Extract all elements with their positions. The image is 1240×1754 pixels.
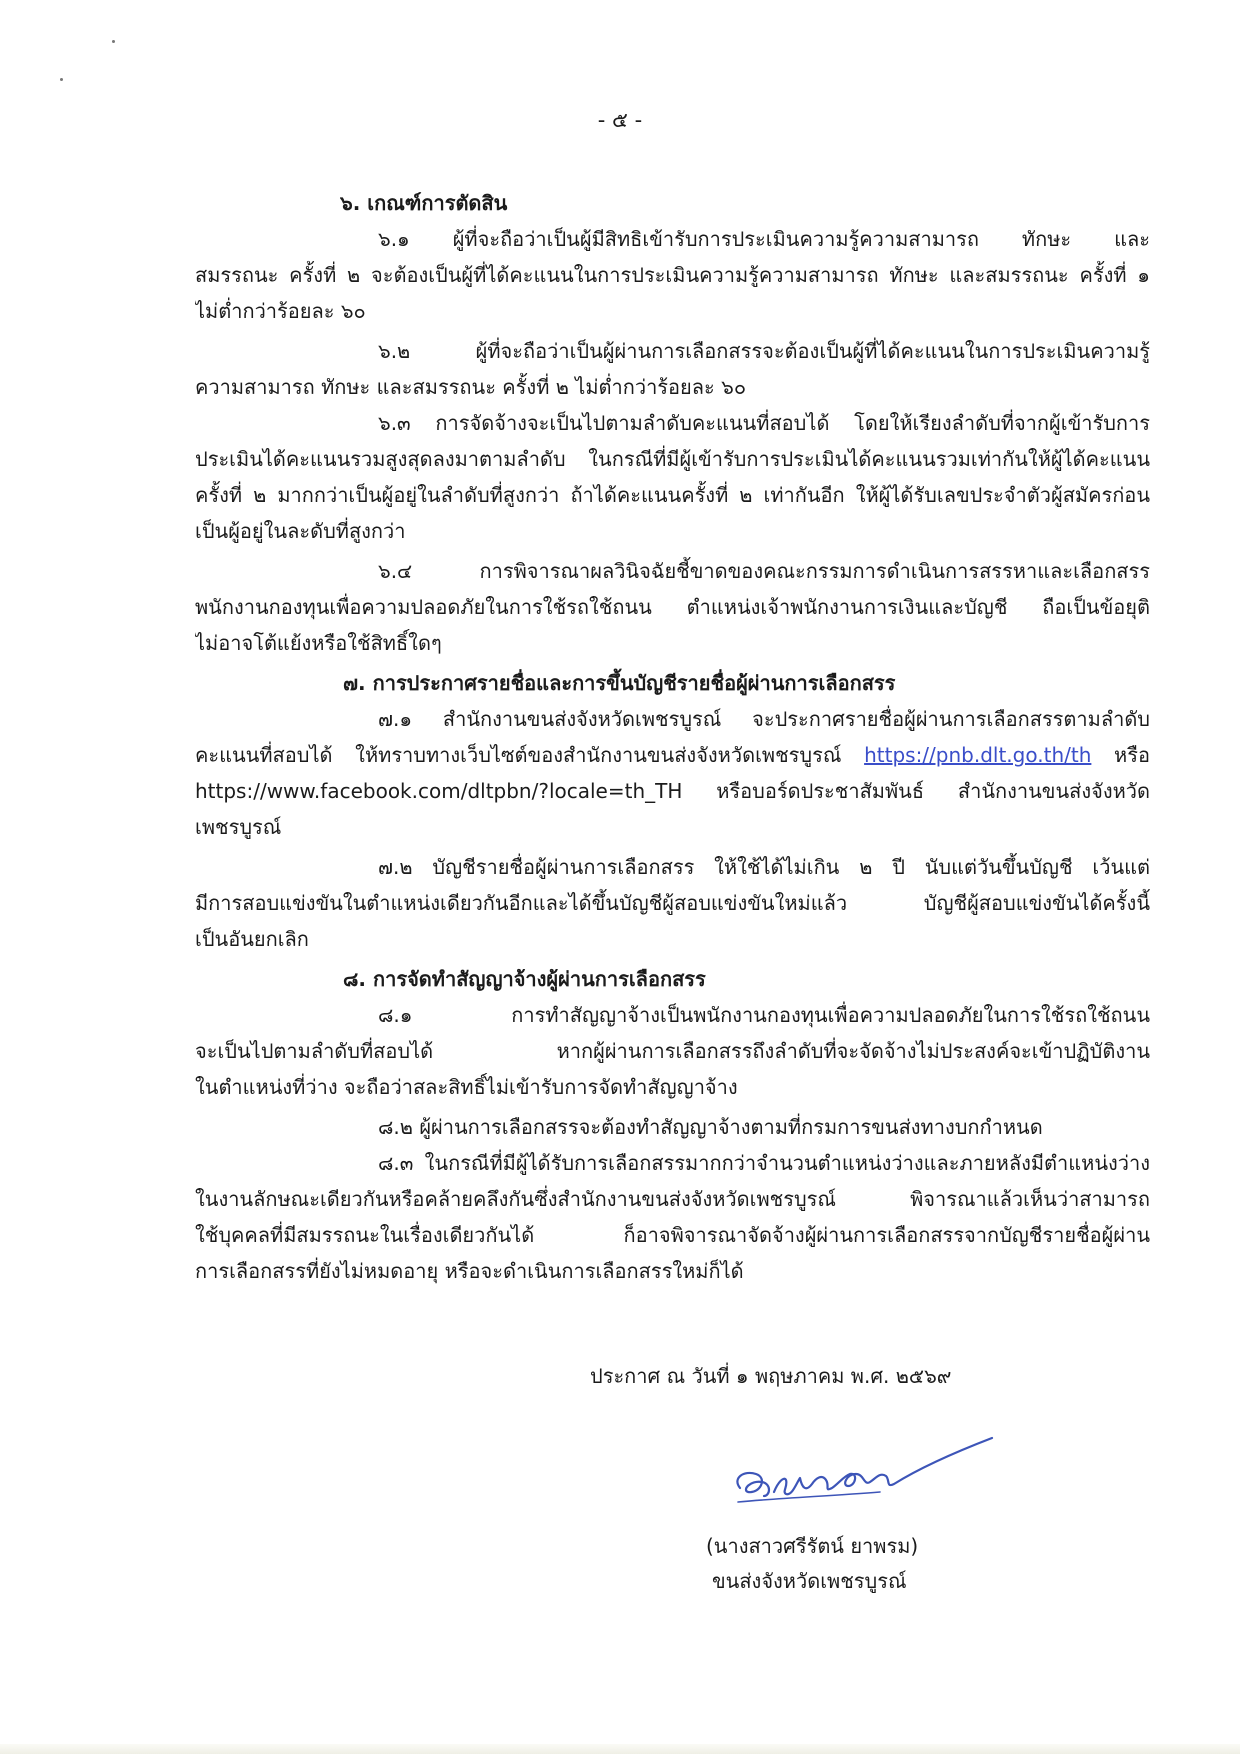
paragraph-line: ในงานลักษณะเดียวกันหรือคล้ายคลึงกันซึ่งสำนักงานขนส่งจังหวัดเพชรบูรณ์ พิจารณาแล้วเห็นว่าสามารถ — [195, 1187, 1150, 1211]
paragraph-text: หรือ — [1091, 743, 1150, 767]
paragraph-line — [195, 737, 1150, 773]
scan-edge — [0, 1744, 1240, 1754]
paragraph-line: ๖.๓ การจัดจ้างจะเป็นไปตามลำดับคะแนนที่สอบได้ โดยให้เรียงลำดับที่จากผู้เข้ารับการ — [378, 411, 1150, 435]
paragraph-line: ความสามารถ ทักษะ และสมรรถนะ ครั้งที่ ๒ ไม่ต่ำกว่าร้อยละ ๖๐ — [195, 375, 747, 399]
section-heading: ๘. การจัดทำสัญญาจ้างผู้ผ่านการเลือกสรร — [343, 967, 706, 991]
section-heading: ๖. เกณฑ์การตัดสิน — [340, 191, 508, 215]
announcement-date: ประกาศ ณ วันที่ ๑ พฤษภาคม พ.ศ. ๒๕๖๙ — [590, 1364, 952, 1388]
paragraph-line: ประเมินได้คะแนนรวมสูงสุดลงมาตามลำดับ ในกรณีที่มีผู้เข้ารับการประเมินได้คะแนนรวมเท่ากันให้ผู้ได้คะแนน — [195, 447, 1150, 471]
signatory-name: (นางสาวศรีรัตน์ ยาพรม) — [706, 1534, 919, 1558]
paragraph-line: ๘.๓ ในกรณีที่มีผู้ได้รับการเลือกสรรมากกว่าจำนวนตำแหน่งว่างและภายหลังมีตำแหน่งว่าง — [378, 1151, 1150, 1175]
paragraph-line: ๖.๔ การพิจารณาผลวินิจฉัยชี้ขาดของคณะกรรมการดำเนินการสรรหาและเลือกสรร — [378, 559, 1150, 583]
signatory-title: ขนส่งจังหวัดเพชรบูรณ์ — [712, 1569, 907, 1593]
website-link[interactable]: https://pnb.dlt.go.th/th — [864, 743, 1092, 767]
scan-speck — [60, 78, 63, 81]
signature-image — [720, 1430, 1000, 1520]
paragraph-line: ในตำแหน่งที่ว่าง จะถือว่าสละสิทธิ์ไม่เข้ารับการจัดทำสัญญาจ้าง — [195, 1075, 738, 1099]
paragraph-line: เป็นผู้อยู่ในละดับที่สูงกว่า — [195, 519, 406, 543]
paragraph-line: เพชรบูรณ์ — [195, 815, 282, 839]
paragraph-line: ๘.๒ ผู้ผ่านการเลือกสรรจะต้องทำสัญญาจ้างตามที่กรมการขนส่งทางบกกำหนด — [378, 1115, 1043, 1139]
document-body — [195, 185, 1150, 1289]
paragraph-text: คะแนนที่สอบได้ ให้ทราบทางเว็บไซต์ของสำนักงานขนส่งจังหวัดเพชรบูรณ์ — [195, 743, 865, 767]
paragraph-line: ไม่อาจโต้แย้งหรือใช้สิทธิ์ใดๆ — [195, 631, 442, 655]
paragraph-line: ใช้บุคคลที่มีสมรรถนะในเรื่องเดียวกันได้ ก็อาจพิจารณาจัดจ้างผู้ผ่านการเลือกสรรจากบัญชีรายชื่อผู้ผ่าน — [195, 1223, 1150, 1247]
paragraph-line: ๖.๒ ผู้ที่จะถือว่าเป็นผู้ผ่านการเลือกสรรจะต้องเป็นผู้ที่ได้คะแนนในการประเมินความรู้ — [378, 339, 1150, 363]
paragraph-line: ไม่ต่ำกว่าร้อยละ ๖๐ — [195, 299, 366, 323]
paragraph-line: การเลือกสรรที่ยังไม่หมดอายุ หรือจะดำเนินการเลือกสรรใหม่ก็ได้ — [195, 1259, 744, 1283]
paragraph-line: มีการสอบแข่งขันในตำแหน่งเดียวกันอีกและได้ขึ้นบัญชีผู้สอบแข่งขันใหม่แล้ว บัญชีผู้สอบแข่งขันได้ครั้งนี้ — [195, 891, 1150, 915]
paragraph-line: จะเป็นไปตามลำดับที่สอบได้ หากผู้ผ่านการเลือกสรรถึงลำดับที่จะจัดจ้างไม่ประสงค์จะเข้าปฏิบัติงาน — [195, 1039, 1150, 1063]
paragraph-line: ๖.๑ ผู้ที่จะถือว่าเป็นผู้มีสิทธิเข้ารับการประเมินความรู้ความสามารถ ทักษะ และ — [378, 227, 1150, 251]
scan-speck — [112, 40, 115, 43]
paragraph-line: ๗.๑ สำนักงานขนส่งจังหวัดเพชรบูรณ์ จะประกาศรายชื่อผู้ผ่านการเลือกสรรตามลำดับ — [378, 707, 1150, 731]
paragraph-line: https://www.facebook.com/dltpbn/?locale=th_TH หรือบอร์ดประชาสัมพันธ์ สำนักงานขนส่งจังหวัด — [195, 779, 1150, 803]
section-heading: ๗. การประกาศรายชื่อและการขึ้นบัญชีรายชื่อผู้ผ่านการเลือกสรร — [343, 671, 896, 695]
paragraph-line: สมรรถนะ ครั้งที่ ๒ จะต้องเป็นผู้ที่ได้คะแนนในการประเมินความรู้ความสามารถ ทักษะ และสมรรถนะ ครั้งที่ ๑ — [195, 263, 1150, 287]
paragraph-line: ๗.๒ บัญชีรายชื่อผู้ผ่านการเลือกสรร ให้ใช้ได้ไม่เกิน ๒ ปี นับแต่วันขึ้นบัญชี เว้นแต่ — [378, 855, 1150, 879]
paragraph-line: ๘.๑ การทำสัญญาจ้างเป็นพนักงานกองทุนเพื่อความปลอดภัยในการใช้รถใช้ถนน — [378, 1003, 1150, 1027]
paragraph-line: พนักงานกองทุนเพื่อความปลอดภัยในการใช้รถใช้ถนน ตำแหน่งเจ้าพนักงานการเงินและบัญชี ถือเป็นข้อยุติ — [195, 595, 1150, 619]
paragraph-line: ครั้งที่ ๒ มากกว่าเป็นผู้อยู่ในลำดับที่สูงกว่า ถ้าได้คะแนนครั้งที่ ๒ เท่ากันอีก ให้ผู้ได้รับเลขประจำตัวผู้สมัครก่อน — [195, 483, 1150, 507]
page-number: - ๕ - — [597, 108, 643, 132]
paragraph-line: เป็นอันยกเลิก — [195, 927, 309, 951]
